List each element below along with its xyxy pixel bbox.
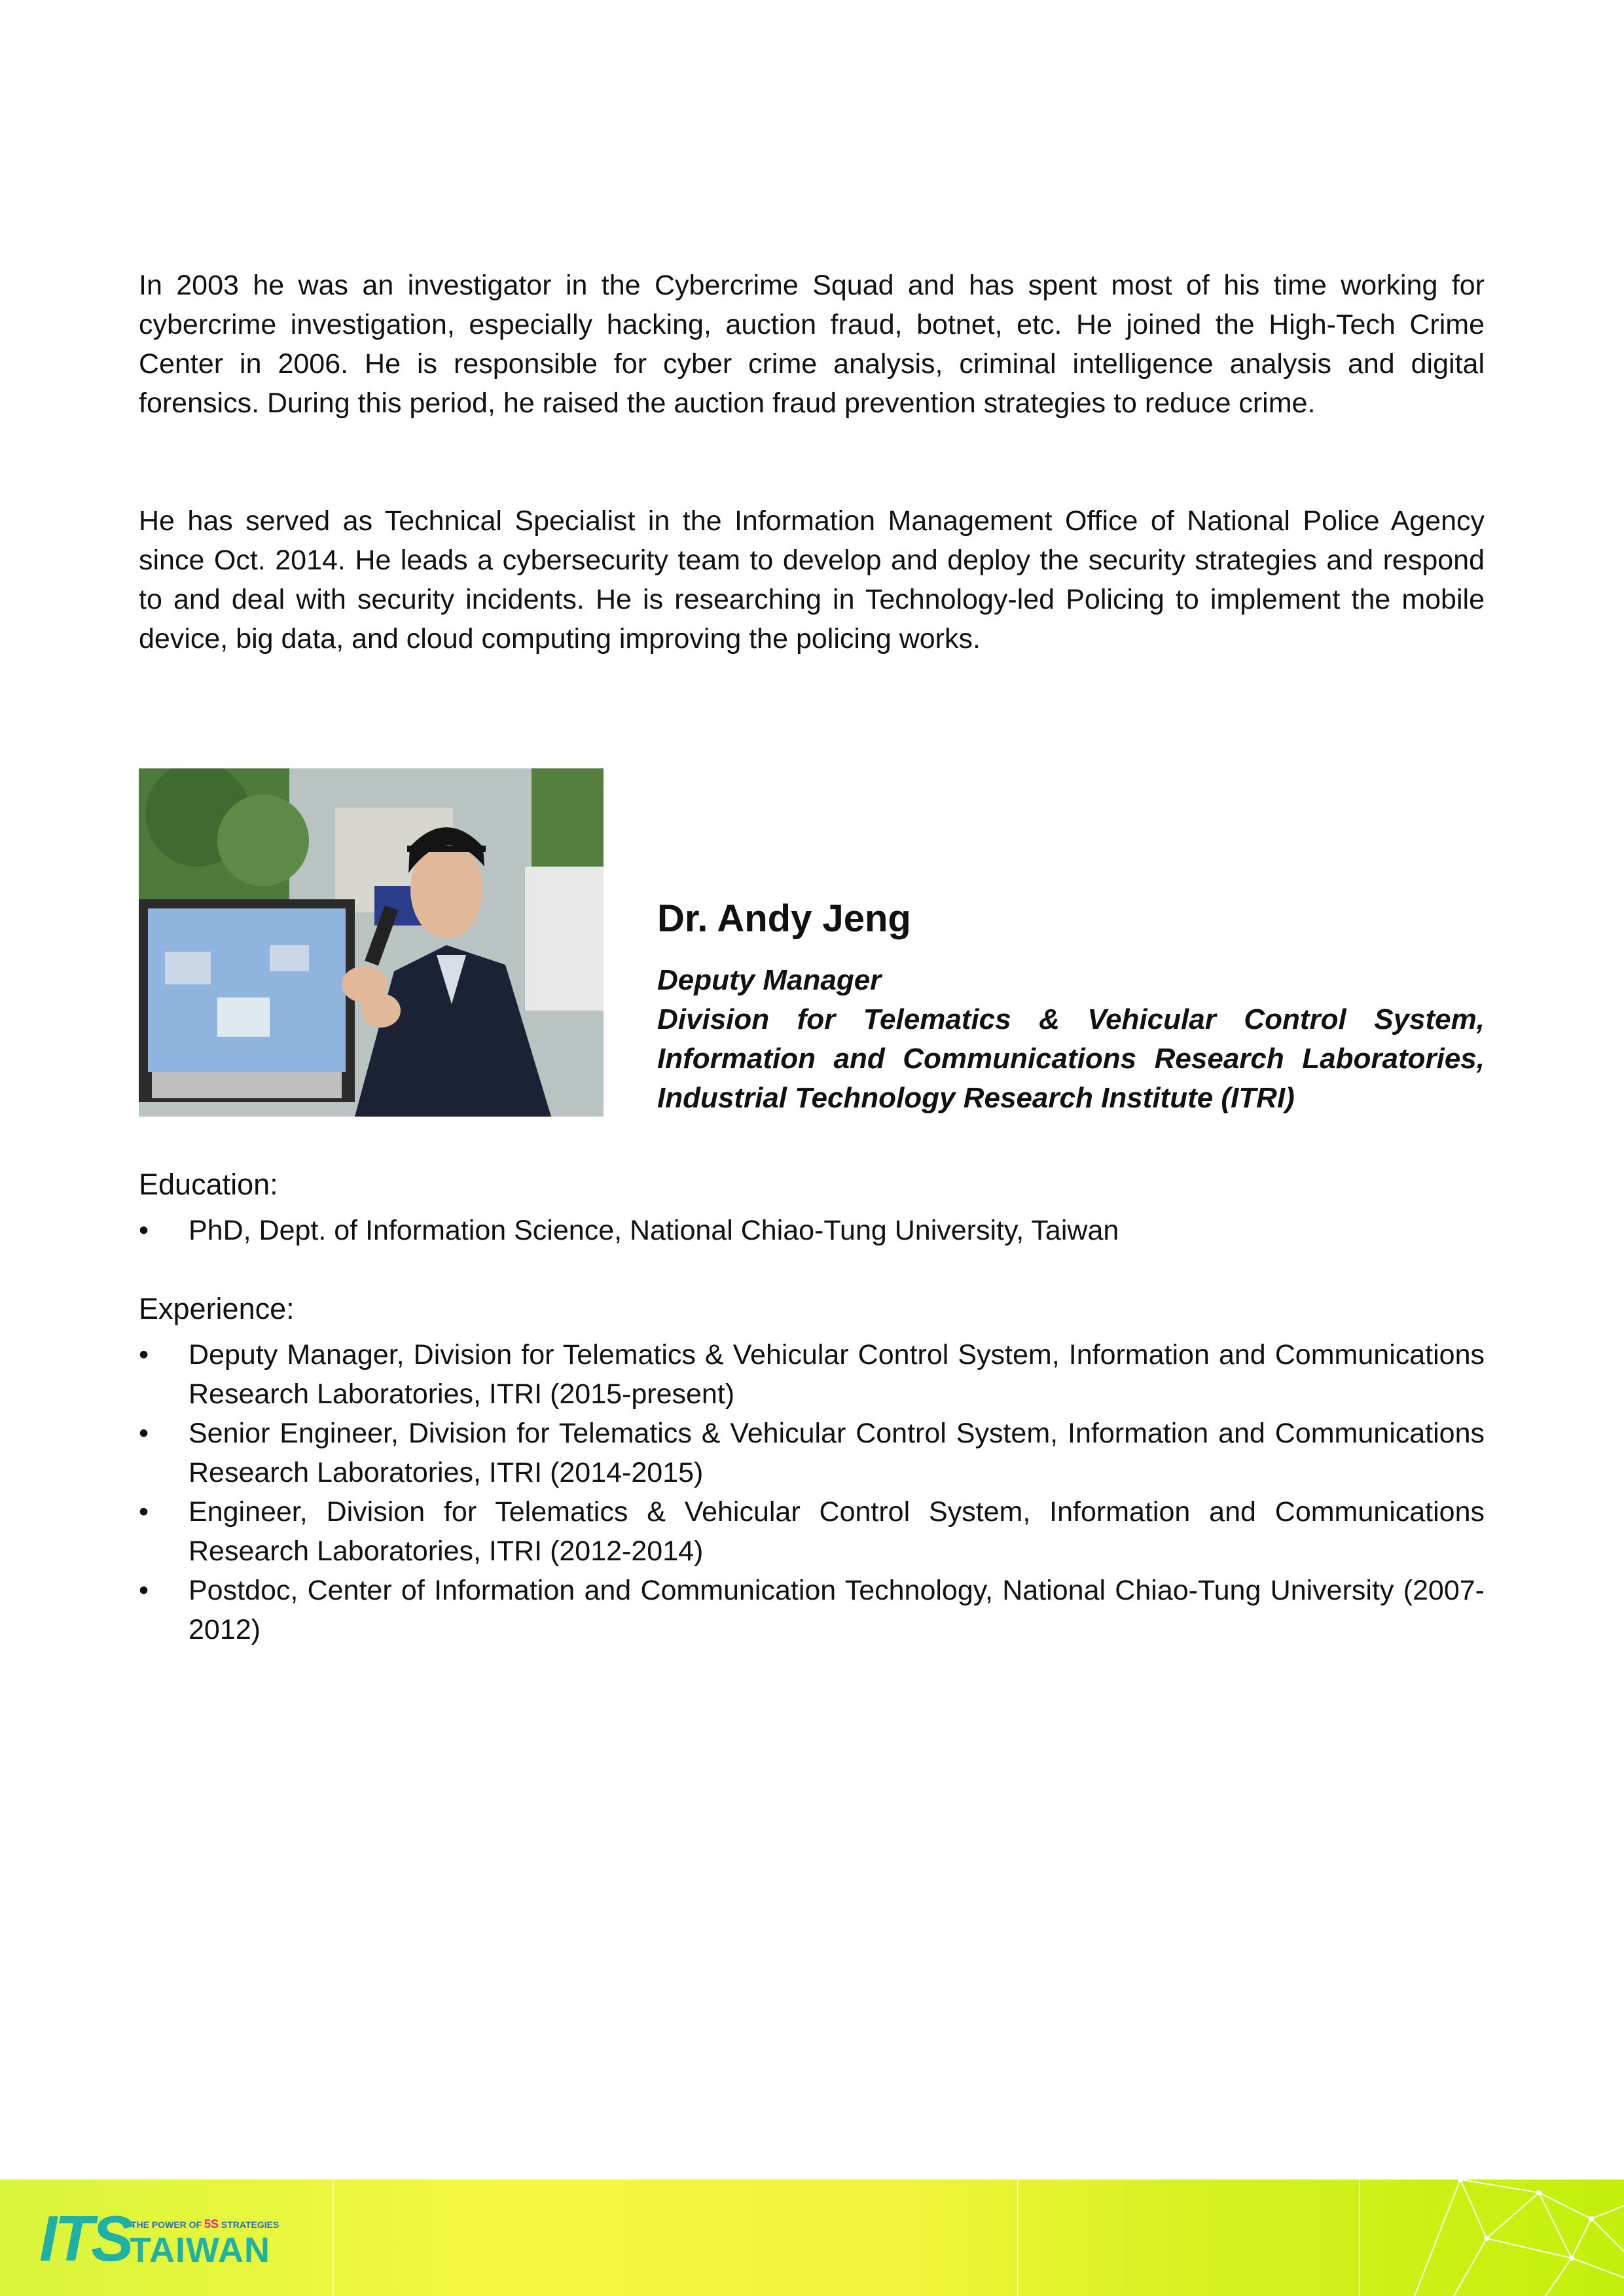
education-list	[139, 1211, 1485, 1250]
network-mesh-graphic	[1375, 2179, 1624, 2296]
speaker-title-line: Division for Telematics & Vehicular Control System,	[657, 1003, 1485, 1035]
speaker-title-line: Deputy Manager	[657, 964, 882, 996]
its-taiwan-logo	[39, 2202, 301, 2274]
speaker-titles	[657, 961, 1485, 1118]
experience-list	[139, 1335, 1485, 1649]
logo-tagline	[131, 2219, 279, 2230]
bio-paragraph-2: He has served as Technical Specialist in the Information Management Office of National Police Agency since Oct. 2014. He leads a cybersecurity team to develop and deploy the security strategies and respond to and deal with security incidents. He is researching in Technology-led Policing to implement the mobile device, big data, and cloud computing improving the policing works.	[139, 505, 1485, 655]
experience-item-text: Deputy Manager, Division for Telematics & Vehicular Control System, Information and Communications Research Laboratories, ITRI (2015-present)	[189, 1339, 1485, 1410]
bullet: •	[139, 1215, 149, 1246]
experience-item	[139, 1571, 1485, 1649]
bullet: •	[139, 1339, 149, 1371]
education-item	[139, 1211, 1485, 1250]
education-item-text: PhD, Dept. of Information Science, National Chiao-Tung University, Taiwan	[189, 1215, 1119, 1246]
footer-divider	[1359, 2179, 1360, 2296]
logo-tagline-suffix: STRATEGIES	[219, 2219, 280, 2230]
speaker-name: Dr. Andy Jeng	[657, 897, 911, 940]
education-heading: Education:	[139, 1168, 278, 1201]
footer-divider	[1017, 2179, 1019, 2296]
experience-item	[139, 1335, 1485, 1414]
bullet: •	[139, 1575, 149, 1606]
experience-item-text: Postdoc, Center of Information and Communication Technology, National Chiao-Tung University (2007-2012)	[189, 1575, 1485, 1645]
bullet: •	[139, 1496, 149, 1528]
experience-item	[139, 1414, 1485, 1492]
speaker-title-line: Information and Communications Research Laboratories,	[657, 1043, 1485, 1075]
speaker-title-line: Industrial Technology Research Institute (ITRI)	[657, 1082, 1295, 1114]
footer-banner	[0, 2179, 1624, 2296]
logo-taiwan-text: TAIWAN	[130, 2231, 270, 2270]
logo-its-text: ITS	[39, 2202, 132, 2274]
logo-tagline-highlight: 5S	[204, 2217, 219, 2231]
experience-item-text: Engineer, Division for Telematics & Vehicular Control System, Information and Communications Research Laboratories, ITRI (2012-2014)	[189, 1496, 1485, 1567]
logo-tagline-prefix: THE POWER OF	[131, 2219, 204, 2230]
bio-paragraph-1: In 2003 he was an investigator in the Cybercrime Squad and has spent most of his time working for cybercrime investigation, especially hacking, auction fraud, botnet, etc. He joined the High-Tech Crime Center in 2006. He is responsible for cyber crime analysis, criminal intelligence analysis and digital forensics. During this period, he raised the auction fraud prevention strategies to reduce crime.	[139, 270, 1485, 419]
bullet: •	[139, 1418, 149, 1449]
speaker-photo	[139, 768, 604, 1117]
experience-item	[139, 1492, 1485, 1571]
experience-item-text: Senior Engineer, Division for Telematics & Vehicular Control System, Information and Communications Research Laboratories, ITRI (2014-2015)	[189, 1418, 1485, 1488]
footer-divider	[333, 2179, 334, 2296]
experience-heading: Experience:	[139, 1292, 295, 1325]
